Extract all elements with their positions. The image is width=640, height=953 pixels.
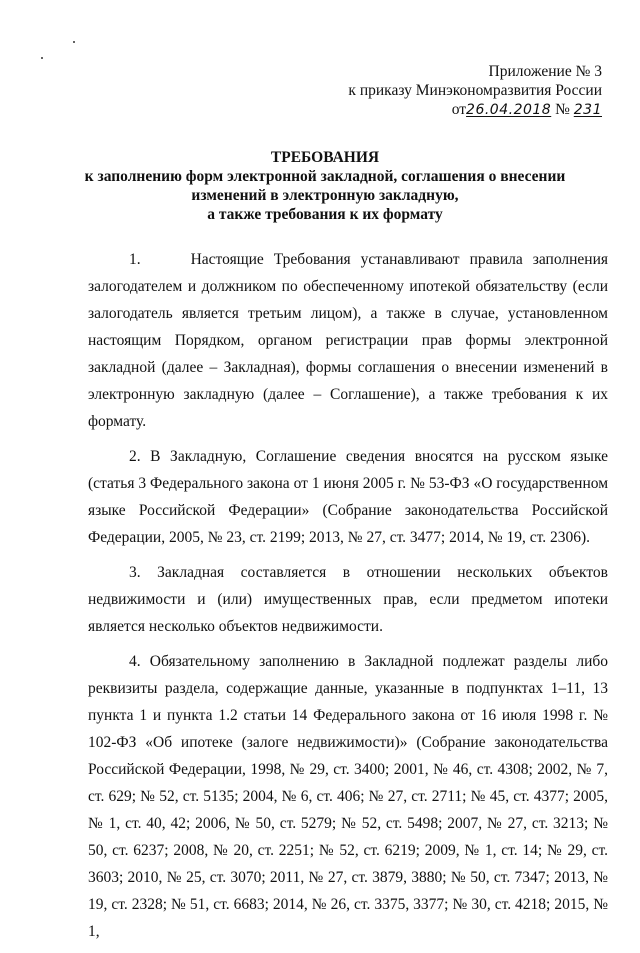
title-line-3: а также требования к их формату	[207, 206, 443, 223]
appendix-date-line	[262, 100, 602, 120]
number-prefix: №	[555, 101, 570, 118]
appendix-number: Приложение № 3	[488, 63, 602, 80]
appendix-header	[262, 62, 602, 120]
title-heading: ТРЕБОВАНИЯ	[270, 149, 380, 166]
document-body	[88, 246, 608, 953]
paragraph-2: 2. В Закладную, Соглашение сведения вносятся на русском языке (статья 3 Федерального закона от 1 июня 2005 г. № 53-ФЗ «О государственном языке Российской Федерации» (Собрание законодательства Российской Федерации, 2005, № 23, ст. 2199; 2013, № 27, ст. 3477; 2014, № 19, ст. 2306).	[88, 448, 608, 546]
paragraph-1: 1. Настоящие Требования устанавливают правила заполнения залогодателем и должником по обеспеченному ипотекой обязательству (если залогодатель является третьим лицом), а также в случае, установленном настоящим Порядком, органом регистрации прав формы электронной закладной (далее – Закладная), формы соглашения о внесении изменений в электронную закладную (далее – Соглашение), а также требования к их формату.	[88, 251, 608, 430]
date-prefix: от	[451, 101, 467, 118]
handwritten-number: 231	[573, 102, 602, 118]
scan-speck	[41, 57, 43, 59]
title-line-2: изменений в электронную закладную,	[191, 187, 459, 204]
paragraph-4: 4. Обязательному заполнению в Закладной подлежат разделы либо реквизиты раздела, содержащие данные, указанные в подпунктах 1–11, 13 пункта 1 и пункта 1.2 статьи 14 Федерального закона от 16 июля 1998 г. № 102-ФЗ «Об ипотеке (залоге недвижимости)» (Собрание законодательства Российской Федерации, 1998, № 29, ст. 3400; 2001, № 46, ст. 4308; 2002, № 7, ст. 629; № 52, ст. 5135; 2004, № 6, ст. 406; № 27, ст. 2711; № 45, ст. 4377; 2005, № 1, ст. 40, 42; 2006, № 50, ст. 5279; № 52, ст. 5498; 2007, № 27, ст. 3213; № 50, ст. 6237; 2008, № 20, ст. 2251; № 52, ст. 6219; 2009, № 1, ст. 14; № 29, ст. 3603; 2010, № 25, ст. 3070; 2011, № 27, ст. 3879, 3880; № 50, ст. 7347; 2013, № 19, ст. 2328; № 51, ст. 6683; 2014, № 26, ст. 3375, 3377; № 30, ст. 4218; 2015, № 1,	[88, 653, 608, 940]
title-line-1: к заполнению форм электронной закладной, соглашения о внесении	[84, 168, 566, 185]
appendix-order-ref: к приказу Минэкономразвития России	[348, 82, 602, 99]
scan-speck	[73, 41, 75, 43]
document-title	[60, 148, 590, 224]
handwritten-date: 26.04.2018	[466, 102, 552, 118]
paragraph-3: 3. Закладная составляется в отношении нескольких объектов недвижимости и (или) имущественных прав, если предметом ипотеки является несколько объектов недвижимости.	[88, 564, 608, 635]
